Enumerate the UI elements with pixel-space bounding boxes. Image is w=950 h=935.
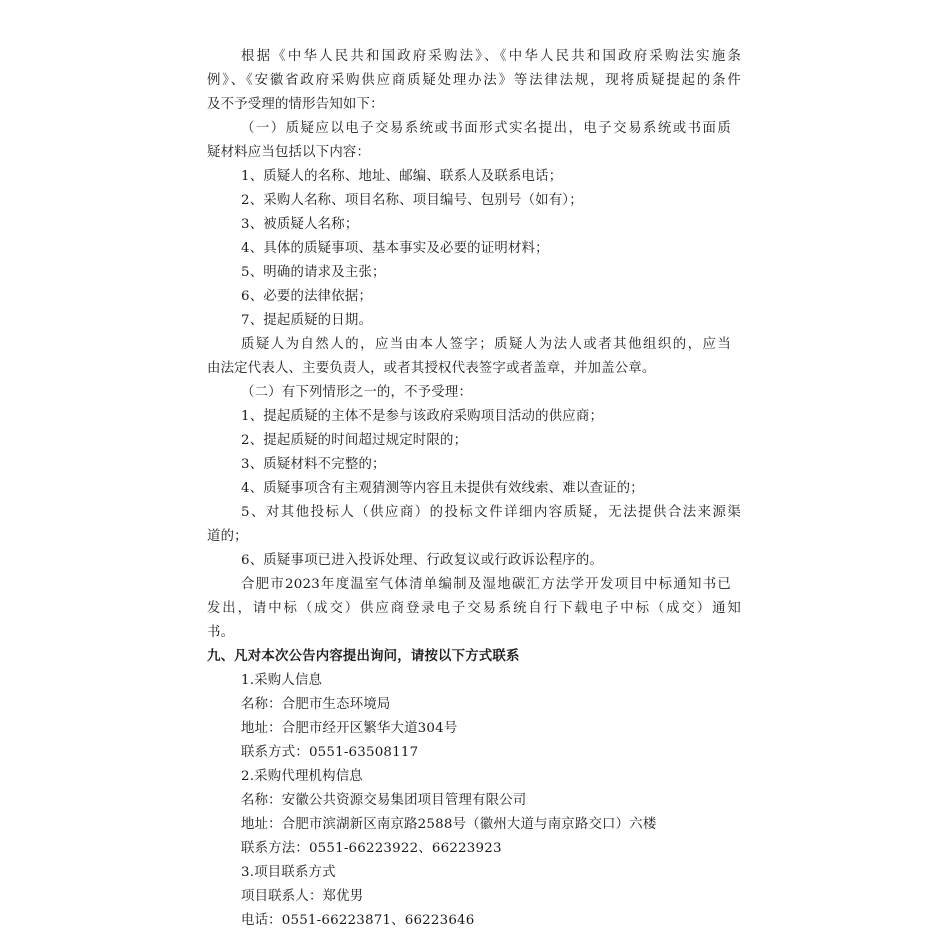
intro-line-2: 例》、《安徽省政府采购供应商质疑处理办法》等法律法规，现将质疑提起的条件 <box>207 73 741 88</box>
intro-line-3: 及不予受理的情形告知如下： <box>207 97 384 112</box>
purchaser-address: 地址：合肥市经开区繁华大道304号 <box>241 721 458 736</box>
section-two-item-1: 1、提起质疑的主体不是参与该政府采购项目活动的供应商； <box>241 409 604 424</box>
agency-title: 2.采购代理机构信息 <box>241 769 363 784</box>
section-two-item-4: 4、质疑事项含有主观猜测等内容且未提供有效线索、难以查证的； <box>241 481 644 496</box>
section-one-item-7: 7、提起质疑的日期。 <box>241 313 373 328</box>
purchaser-phone: 联系方式：0551-63508117 <box>241 745 419 760</box>
project-contact-title: 3.项目联系方式 <box>241 865 336 880</box>
agency-phone: 联系方法：0551-66223922、66223923 <box>241 841 502 856</box>
section-two-item-2: 2、提起质疑的时间超过规定时限的； <box>241 433 468 448</box>
section-two-item-5-line-2: 道的； <box>207 529 248 544</box>
section-two-item-6: 6、质疑事项已进入投诉处理、行政复议或行政诉讼程序的。 <box>241 553 604 568</box>
section-two-item-3: 3、质疑材料不完整的； <box>241 457 386 472</box>
project-contact-phone: 电话：0551-66223871、66223646 <box>241 913 475 928</box>
agency-address: 地址：合肥市滨湖新区南京路2588号（徽州大道与南京路交口）六楼 <box>241 817 657 832</box>
section-one-item-5: 5、明确的请求及主张； <box>241 265 386 280</box>
purchaser-title: 1.采购人信息 <box>241 673 323 688</box>
section-two-title: （二）有下列情形之一的，不予受理： <box>241 385 473 400</box>
section-one-item-1: 1、质疑人的名称、地址、邮编、联系人及联系电话； <box>241 169 563 184</box>
section-one-item-6: 6、必要的法律依据； <box>241 289 373 304</box>
section-one-note-line-1: 质疑人为自然人的，应当由本人签字；质疑人为法人或者其他组织的，应当 <box>241 337 731 352</box>
section-one-item-3: 3、被质疑人名称； <box>241 217 359 232</box>
section-one-item-4: 4、具体的质疑事项、基本事实及必要的证明材料； <box>241 241 549 256</box>
agency-name: 名称：安徽公共资源交易集团项目管理有限公司 <box>241 793 527 808</box>
notice-line-2: 发出，请中标（成交）供应商登录电子交易系统自行下载电子中标（成交）通知 <box>207 601 741 616</box>
notice-line-3: 书。 <box>207 625 235 640</box>
purchaser-name: 名称：合肥市生态环境局 <box>241 697 391 712</box>
section-one-note-line-2: 由法定代表人、主要负责人，或者其授权代表签字或者盖章，并加盖公章。 <box>207 361 656 376</box>
contact-heading: 九、凡对本次公告内容提出询问，请按以下方式联系 <box>207 649 520 664</box>
project-contact-person: 项目联系人：郑优男 <box>241 889 364 904</box>
section-one-item-2: 2、采购人名称、项目名称、项目编号、包别号（如有）； <box>241 193 583 208</box>
section-one-line-1: （一）质疑应以电子交易系统或书面形式实名提出，电子交易系统或书面质 <box>241 121 731 136</box>
notice-line-1: 合肥市2023年度温室气体清单编制及湿地碳汇方法学开发项目中标通知书已 <box>241 577 731 592</box>
intro-line-1: 根据《中华人民共和国政府采购法》、《中华人民共和国政府采购法实施条 <box>241 49 741 64</box>
section-two-item-5-line-1: 5、对其他投标人（供应商）的投标文件详细内容质疑，无法提供合法来源渠 <box>241 505 741 520</box>
section-one-line-2: 疑材料应当包括以下内容： <box>207 145 371 160</box>
